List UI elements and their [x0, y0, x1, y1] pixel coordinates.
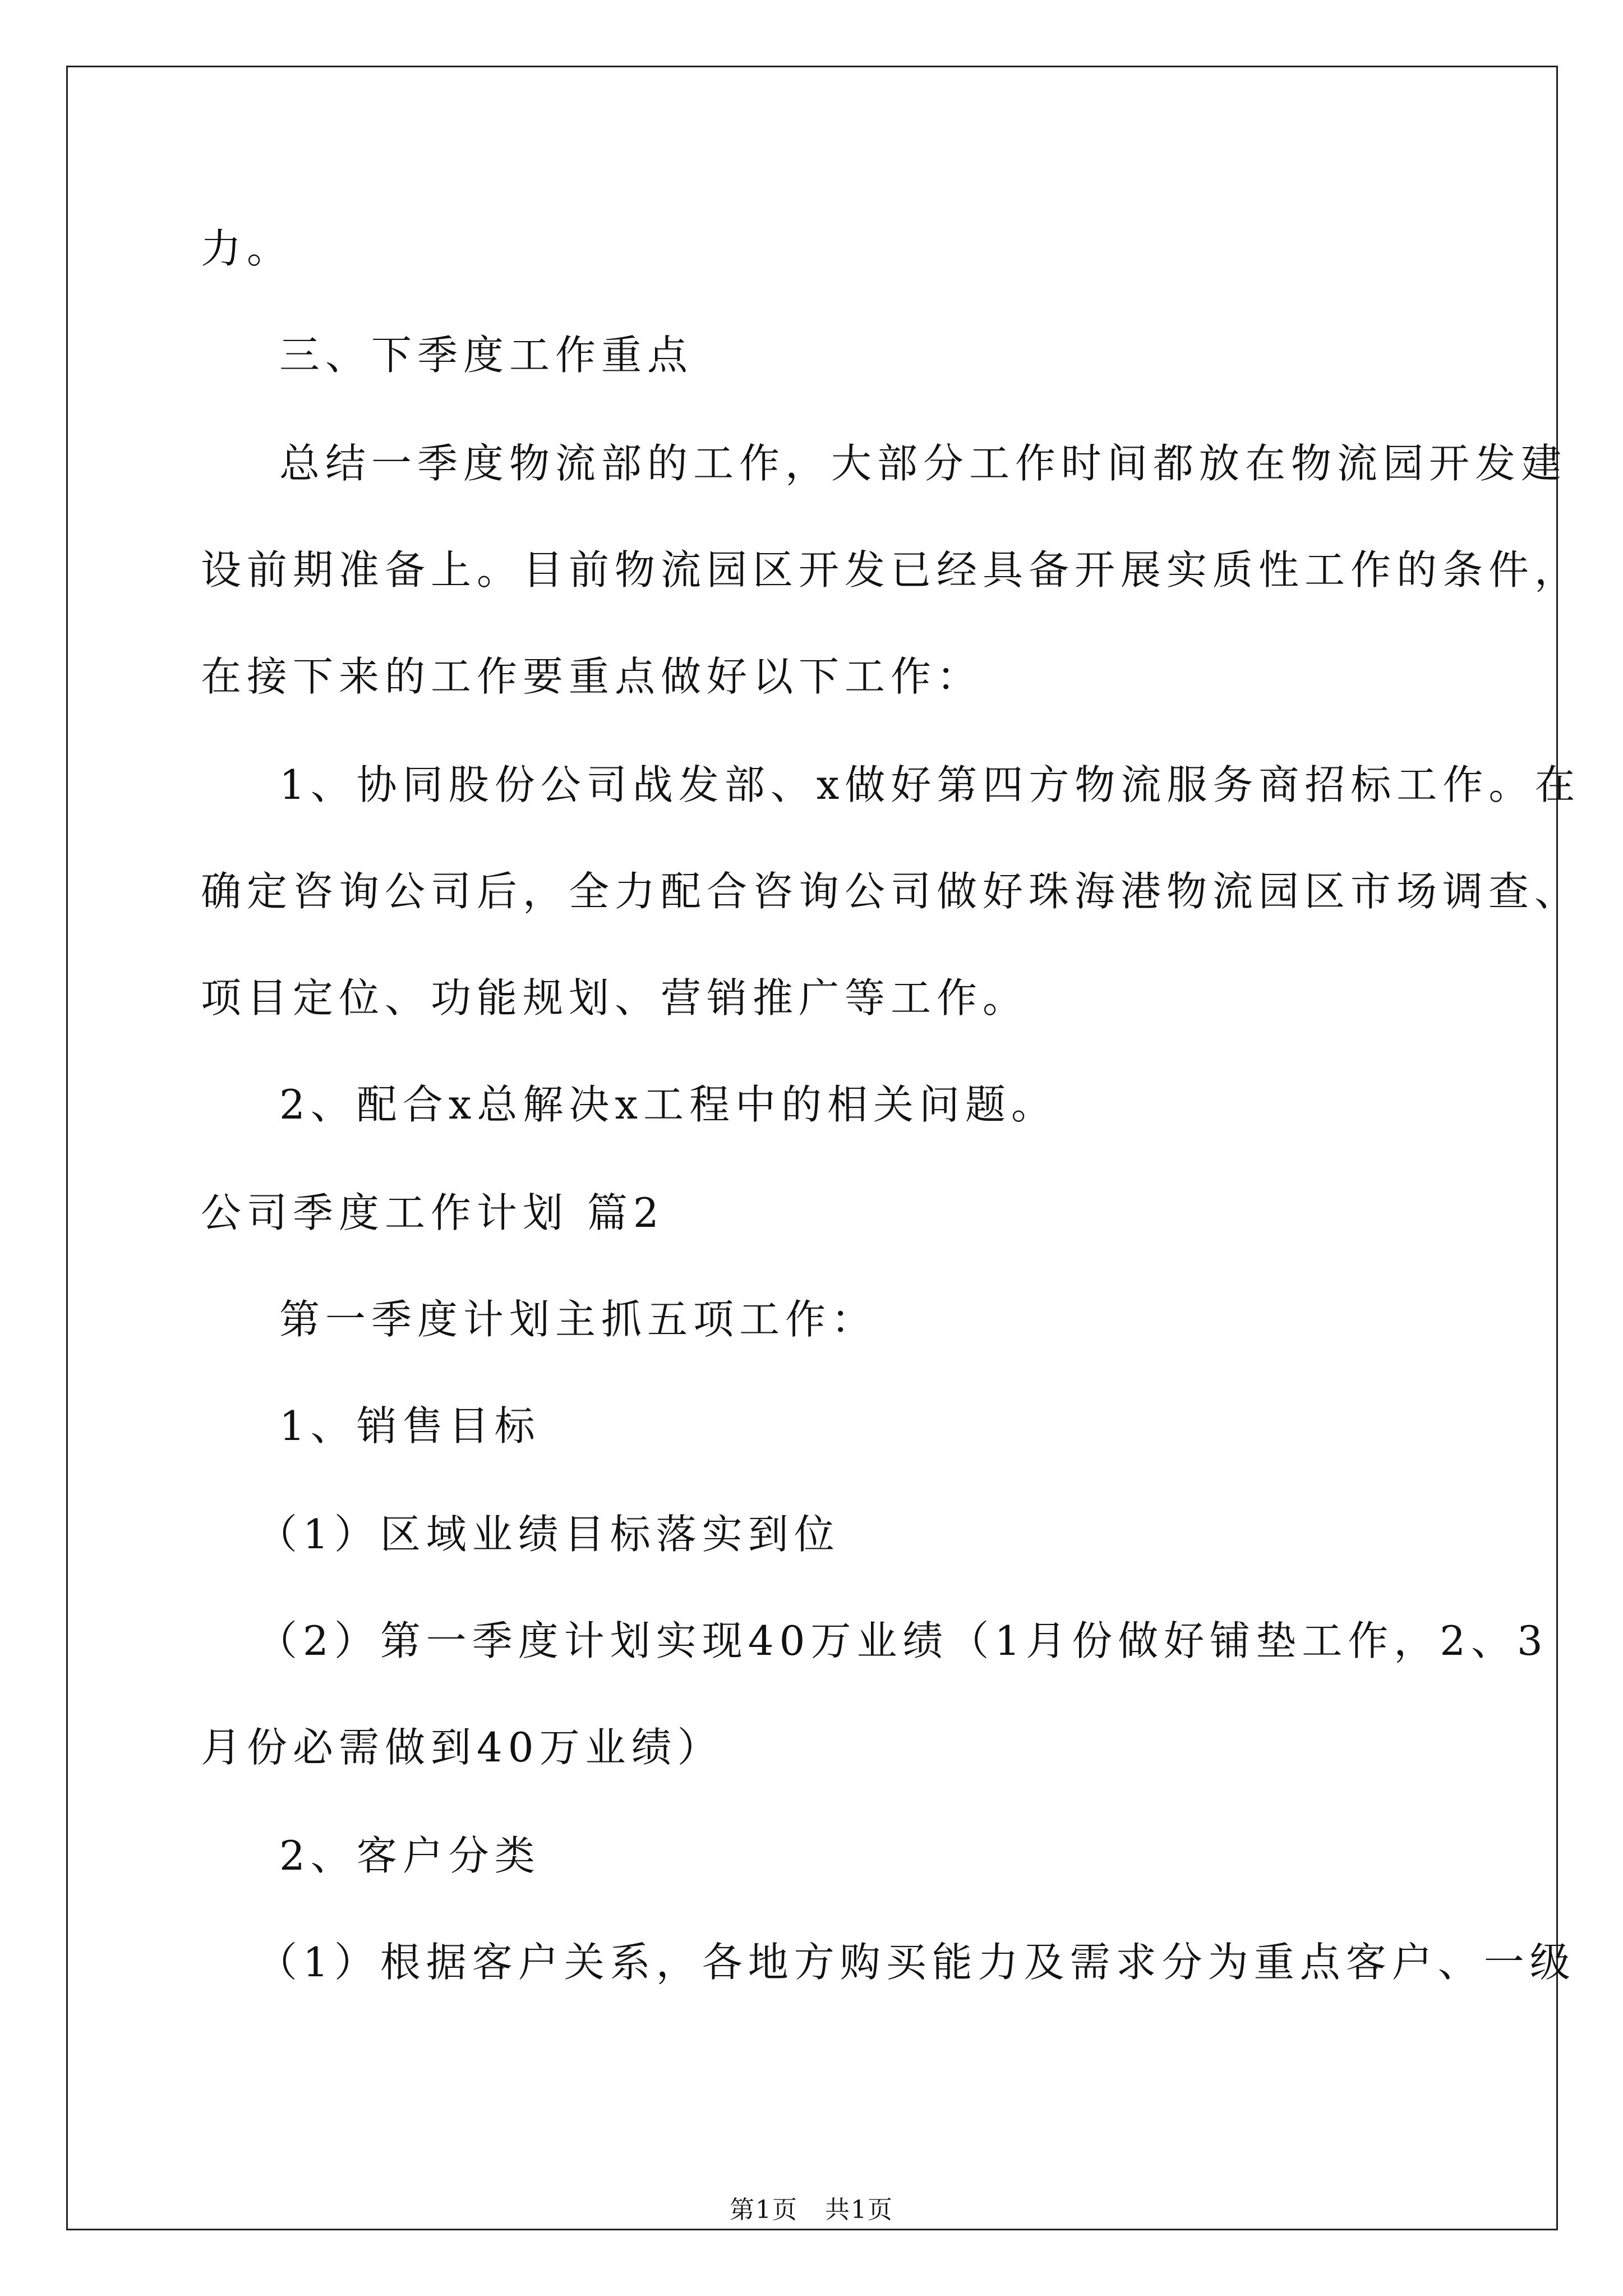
- body-line-14: （2）第一季度计划实现40万业绩（1月份做好铺垫工作，2、3: [257, 1617, 1548, 1664]
- body-line-6: 1、协同股份公司战发部、x做好第四方物流服务商招标工作。在: [279, 761, 1581, 808]
- body-line-17: （1）根据客户关系，各地方购买能力及需求分为重点客户、一级: [257, 1939, 1576, 1986]
- body-line-11: 第一季度计划主抓五项工作：: [279, 1296, 878, 1343]
- body-line-1: 力。: [201, 225, 293, 272]
- section-heading: 三、下季度工作重点: [279, 332, 694, 379]
- body-line-7: 确定咨询公司后，全力配合咨询公司做好珠海港物流园区市场调查、: [201, 868, 1581, 915]
- article-title: 公司季度工作计划 篇2: [201, 1189, 665, 1236]
- body-line-4: 设前期准备上。目前物流园区开发已经具备开展实质性工作的条件，: [201, 546, 1581, 593]
- body-line-5: 在接下来的工作要重点做好以下工作：: [201, 653, 983, 700]
- page-footer: 第1页 共1页: [730, 2196, 893, 2224]
- body-line-8: 项目定位、功能规划、营销推广等工作。: [201, 974, 1029, 1022]
- body-line-12: 1、销售目标: [279, 1402, 541, 1450]
- body-line-13: （1）区域业绩目标落实到位: [257, 1511, 840, 1558]
- page-border: [66, 66, 1558, 2230]
- body-line-3: 总结一季度物流部的工作，大部分工作时间都放在物流园开发建: [279, 440, 1567, 487]
- body-line-9: 2、配合x总解决x工程中的相关问题。: [279, 1081, 1058, 1128]
- body-line-15: 月份必需做到40万业绩）: [201, 1724, 723, 1771]
- body-line-16: 2、客户分类: [279, 1832, 541, 1879]
